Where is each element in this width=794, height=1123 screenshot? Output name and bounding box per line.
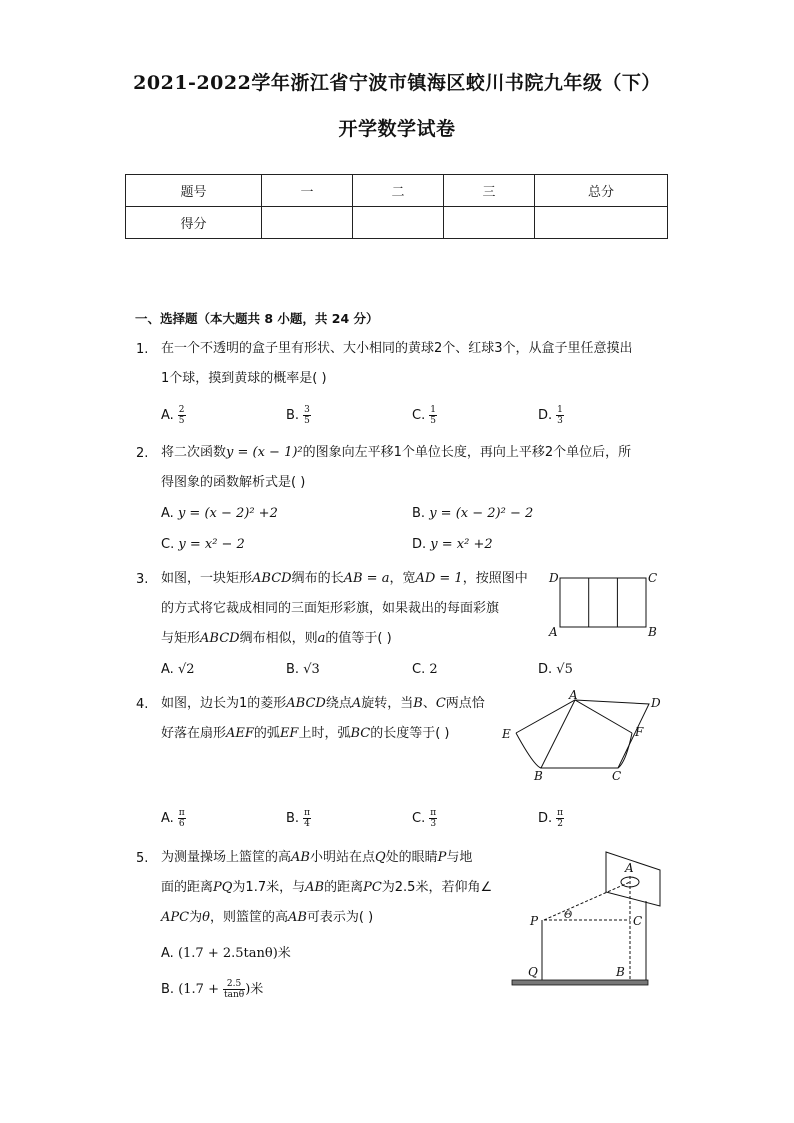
option-fraction — [178, 808, 186, 829]
option-label: B. — [286, 408, 300, 423]
option-label: B. — [412, 506, 426, 521]
option-label: A. — [161, 946, 174, 961]
option-label: A. — [161, 811, 174, 826]
option-label: A. — [161, 408, 174, 423]
label-d: D — [651, 696, 661, 710]
question-text — [161, 879, 492, 897]
score-table — [125, 174, 668, 239]
math-expr: y = (x − 1)² — [226, 445, 303, 460]
text-run: 处的眼睛 — [385, 850, 438, 865]
fraction-denominator: 4 — [304, 819, 310, 829]
option-expr: 2 — [429, 662, 438, 677]
label-b: B — [534, 769, 543, 783]
fraction-numerator: 1 — [430, 405, 436, 415]
label-c: C — [612, 769, 622, 783]
sight-line — [544, 882, 630, 920]
math-expr: Q — [374, 850, 386, 865]
fraction-denominator: 2 — [557, 819, 563, 829]
option-fraction — [429, 405, 437, 426]
text-run: ，宽 — [389, 571, 416, 586]
math-expr: ABCD — [252, 571, 292, 586]
option-label: C. — [412, 662, 426, 677]
math-expr: EF — [279, 726, 299, 741]
option-label: D. — [538, 662, 553, 677]
label-b: B — [648, 625, 657, 639]
fraction-numerator: π — [304, 808, 310, 818]
text-run: 上时，弧 — [298, 726, 351, 741]
fraction-denominator: 5 — [178, 416, 185, 426]
question-number: 5. — [136, 851, 149, 866]
math-expr: AB — [291, 850, 310, 865]
text-run: 将二次函数 — [161, 445, 227, 460]
option-d[interactable] — [538, 808, 564, 829]
label-a: A — [625, 861, 634, 875]
fraction-denominator: 3 — [557, 416, 563, 426]
text-run: 小明站在点 — [309, 850, 375, 865]
text-run: 的弧 — [253, 726, 280, 741]
text-run: 绸布的长 — [291, 571, 344, 586]
text-run: 与矩形 — [161, 631, 201, 646]
fraction-numerator: 2 — [178, 405, 185, 415]
label-a: A — [569, 690, 578, 702]
question-number: 3. — [136, 572, 149, 587]
label-theta: Θ — [564, 910, 573, 921]
math-expr: APC — [161, 910, 190, 925]
math-expr: AB — [287, 910, 307, 925]
fraction-denominator: tanθ — [223, 990, 245, 1000]
option-fraction — [223, 979, 245, 1000]
math-expr: AEF — [226, 726, 254, 741]
score-cell — [444, 207, 535, 239]
option-label: D. — [412, 537, 427, 552]
math-expr: ABCD — [200, 631, 240, 646]
text-run: 为2.5米，若仰角∠ — [381, 880, 493, 895]
question-text — [161, 909, 373, 927]
score-header-cell: 三 — [444, 175, 535, 207]
text-run: 的长度等于( ) — [370, 726, 450, 741]
score-row-label: 得分 — [126, 207, 262, 239]
math-expr: A — [351, 696, 362, 711]
score-header-cell: 总分 — [535, 175, 668, 207]
option-expr: y = (x − 2)² − 2 — [429, 506, 534, 521]
score-table-header-row — [126, 175, 668, 207]
option-expr: √2 — [177, 662, 195, 677]
text-run: 为 — [189, 910, 203, 925]
label-e: E — [502, 727, 511, 741]
fraction-denominator: 6 — [178, 819, 185, 829]
option-b[interactable] — [286, 808, 311, 829]
option-fraction — [556, 808, 564, 829]
question-text — [161, 849, 472, 867]
option-b[interactable] — [412, 506, 533, 521]
option-label: B. — [286, 811, 300, 826]
text-run: 两点恰 — [445, 696, 485, 711]
math-expr: P — [437, 850, 447, 865]
option-label: C. — [161, 537, 175, 552]
option-b[interactable] — [286, 662, 320, 677]
text-run: 旋转，当 — [361, 696, 414, 711]
text-run: 如图，一块矩形 — [161, 571, 253, 586]
option-d[interactable] — [538, 405, 564, 426]
option-expr-pre: (1.7 + — [178, 982, 219, 997]
math-expr: C — [435, 696, 446, 711]
math-expr: PQ — [213, 880, 233, 895]
sector-arc — [516, 733, 632, 768]
fraction-denominator: 3 — [430, 819, 437, 829]
ground — [512, 980, 648, 985]
option-a[interactable] — [161, 808, 186, 829]
option-c[interactable] — [412, 808, 437, 829]
fraction-numerator: 3 — [304, 405, 310, 415]
option-label: C. — [412, 408, 426, 423]
fraction-denominator: 5 — [430, 416, 436, 426]
math-expr: AB = a — [343, 571, 390, 586]
question-text — [161, 695, 485, 713]
rect-outline — [560, 578, 646, 627]
option-a[interactable] — [161, 662, 195, 677]
text-run: 、 — [422, 696, 436, 711]
score-header-cell: 一 — [262, 175, 353, 207]
hoop-measurement-figure — [506, 848, 668, 990]
math-expr: AD = 1 — [415, 571, 463, 586]
text-run: ，按照图中 — [462, 571, 528, 586]
rhombus-sector-figure — [498, 690, 670, 784]
option-label: A. — [161, 506, 174, 521]
text-run: 的图象向左平移1个单位长度，再向上平移2个单位后，所 — [302, 445, 632, 460]
math-expr: BC — [350, 726, 371, 741]
text-run: 绸布相似，则 — [239, 631, 318, 646]
fraction-numerator: π — [430, 808, 437, 818]
label-c: C — [648, 571, 658, 585]
question-number: 1. — [136, 342, 149, 357]
page-subtitle: 开学数学试卷 — [338, 118, 456, 140]
fraction-numerator: 1 — [557, 405, 563, 415]
option-expr: √3 — [303, 662, 320, 677]
fraction-denominator: 5 — [304, 416, 310, 426]
option-c[interactable] — [412, 662, 438, 677]
option-label: D. — [538, 408, 553, 423]
label-b: B — [616, 965, 625, 979]
option-a[interactable] — [161, 506, 278, 521]
text-run: 绕点 — [325, 696, 352, 711]
label-a: A — [549, 625, 558, 639]
option-label: A. — [161, 662, 174, 677]
math-expr: B — [413, 696, 423, 711]
question-text — [161, 444, 631, 462]
option-expr: y = x² − 2 — [178, 537, 245, 552]
score-cell — [535, 207, 668, 239]
fraction-numerator: 2.5 — [223, 979, 245, 990]
option-expr: y = (x − 2)² +2 — [177, 506, 278, 521]
question-text — [161, 570, 528, 588]
option-c[interactable] — [161, 537, 245, 552]
option-a[interactable] — [161, 942, 291, 961]
option-d[interactable] — [538, 662, 573, 677]
option-b[interactable] — [286, 405, 311, 426]
score-cell — [262, 207, 353, 239]
math-expr: PC — [363, 880, 382, 895]
option-fraction — [303, 405, 311, 426]
score-header-cell: 二 — [353, 175, 444, 207]
option-expr: (1.7 + 2.5tanθ)米 — [177, 946, 291, 961]
question-text — [161, 630, 392, 648]
text-run: 的距离 — [324, 880, 364, 895]
text-run: 的值等于( ) — [325, 631, 392, 646]
fraction-numerator: π — [557, 808, 564, 818]
text-run: 为测量操场上篮筐的高 — [161, 850, 292, 865]
option-fraction — [429, 808, 437, 829]
option-fraction — [178, 405, 186, 426]
question-text: 的方式将它裁成相同的三面矩形彩旗，如果裁出的每面彩旗 — [161, 601, 500, 616]
text-run: 与地 — [446, 850, 473, 865]
option-label: D. — [538, 811, 553, 826]
text-run: 面的距离 — [161, 880, 214, 895]
text-run: 可表示为( ) — [306, 910, 374, 925]
page-title: 2021-2022学年浙江省宁波市镇海区蛟川书院九年级（下） — [133, 72, 661, 94]
option-fraction — [303, 808, 311, 829]
rectangle-figure — [543, 565, 668, 643]
option-label: C. — [412, 811, 426, 826]
option-expr: √5 — [556, 662, 573, 677]
text-run: 为1.7米，与 — [232, 880, 306, 895]
option-expr-post: )米 — [245, 982, 264, 997]
option-b[interactable] — [161, 978, 263, 1000]
section-heading: 一、选择题（本大题共 8 小题，共 24 分） — [135, 311, 379, 326]
option-c[interactable] — [412, 405, 437, 426]
option-expr: y = x² +2 — [430, 537, 493, 552]
label-q: Q — [528, 965, 538, 979]
option-label: B. — [161, 982, 175, 997]
question-text: 在一个不透明的盒子里有形状、大小相同的黄球2个、红球3个，从盒子里任意摸出 — [161, 341, 633, 356]
math-expr: AB — [305, 880, 325, 895]
question-number: 2. — [136, 446, 149, 461]
fraction-numerator: π — [178, 808, 185, 818]
option-d[interactable] — [412, 537, 493, 552]
question-text: 得图象的函数解析式是( ) — [161, 475, 306, 490]
score-cell — [353, 207, 444, 239]
text-run: 如图，边长为1的菱形 — [161, 696, 287, 711]
label-c: C — [633, 914, 643, 928]
option-a[interactable] — [161, 405, 186, 426]
option-label: B. — [286, 662, 300, 677]
score-table-score-row — [126, 207, 668, 239]
text-run: 好落在扇形 — [161, 726, 227, 741]
question-text — [161, 725, 450, 743]
question-text: 1个球，摸到黄球的概率是( ) — [161, 371, 327, 386]
text-run: ，则篮筐的高 — [209, 910, 288, 925]
score-header-cell: 题号 — [126, 175, 262, 207]
label-d: D — [549, 571, 559, 585]
question-number: 4. — [136, 697, 149, 712]
math-expr: θ — [202, 910, 210, 925]
label-f: F — [635, 725, 644, 739]
option-fraction — [556, 405, 564, 426]
sector-radii — [516, 700, 632, 733]
math-expr: ABCD — [286, 696, 326, 711]
math-expr: a — [317, 631, 326, 646]
label-p: P — [530, 914, 539, 928]
